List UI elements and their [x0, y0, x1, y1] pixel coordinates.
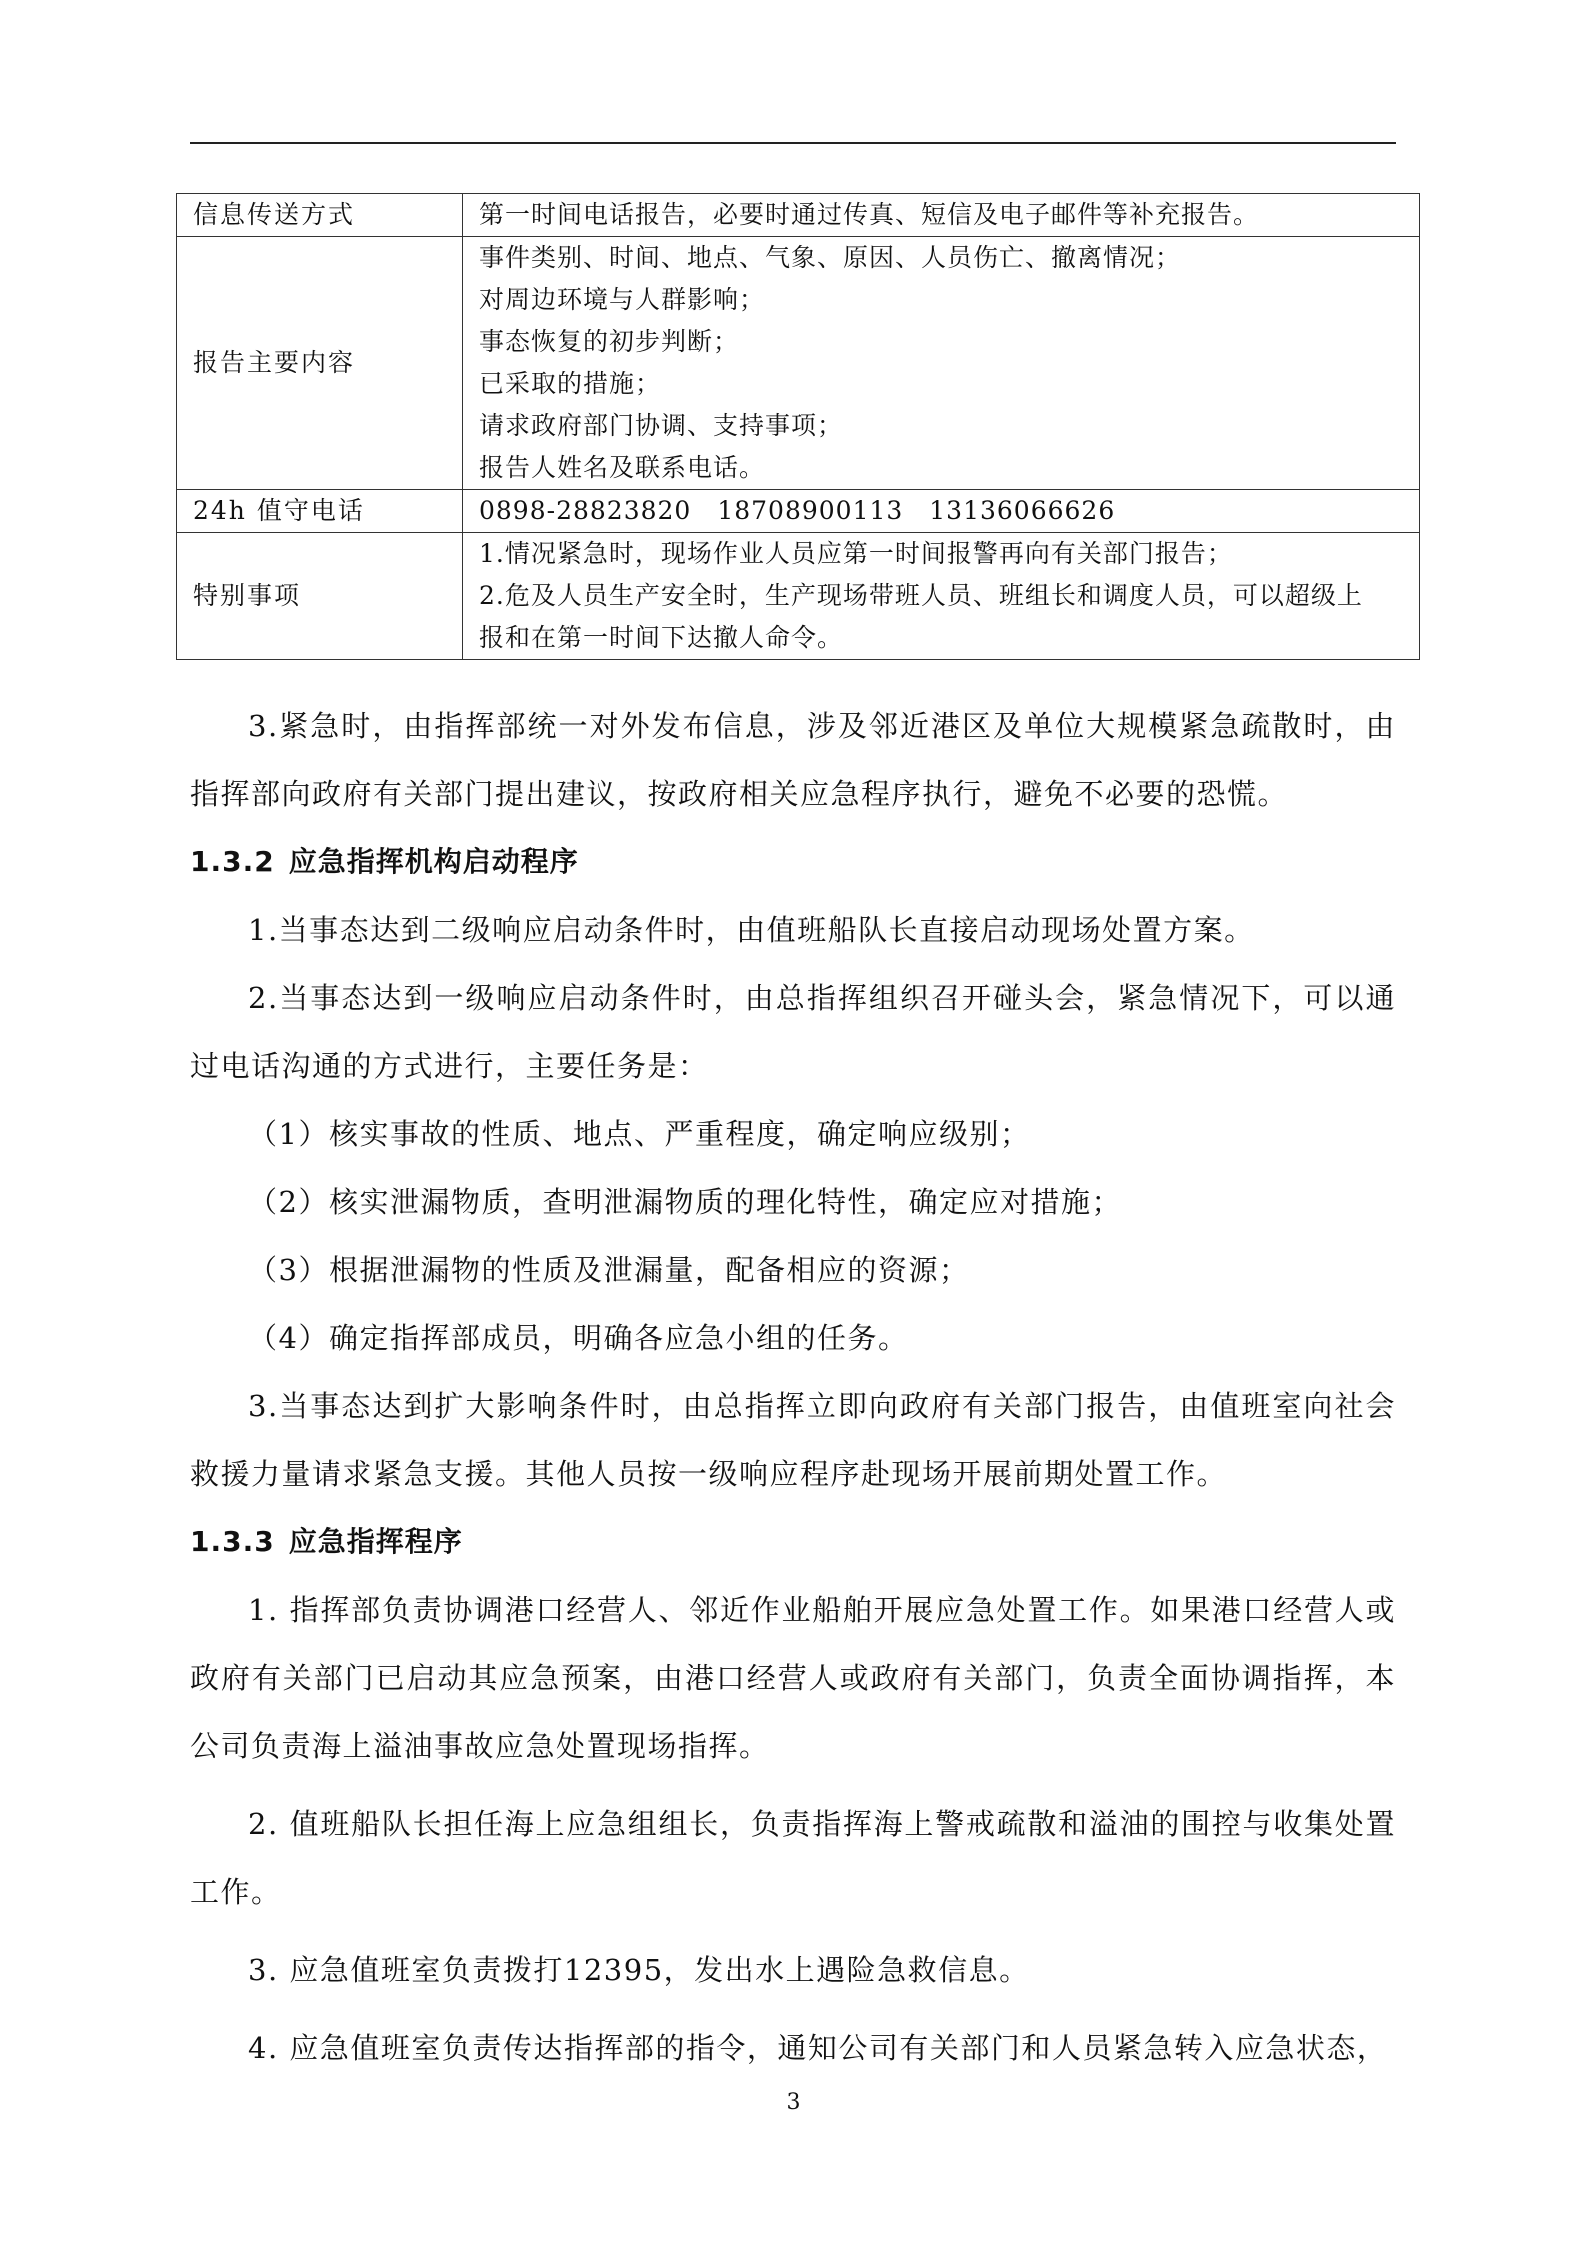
paragraph: 1. 指挥部负责协调港口经营人、邻近作业船舶开展应急处置工作。如果港口经营人或政府有关部门已启动其应急预案，由港口经营人或政府有关部门，负责全面协调指挥，本公司负责海上溢油事故应急处置现场指挥。: [190, 1593, 1396, 1763]
header-rule: [190, 142, 1396, 144]
row-label: 信息传送方式: [177, 194, 463, 237]
paragraph: 2.当事态达到一级响应启动条件时，由总指挥组织召开碰头会，紧急情况下，可以通过电话沟通的方式进行，主要任务是：: [190, 981, 1396, 1083]
table-row: [177, 533, 1420, 660]
list-item: （3）根据泄漏物的性质及泄漏量，配备相应的资源；: [248, 1253, 970, 1287]
paragraph: 3.当事态达到扩大影响条件时，由总指挥立即向政府有关部门报告，由值班室向社会救援力量请求紧急支援。其他人员按一级响应程序赴现场开展前期处置工作。: [190, 1389, 1396, 1491]
value-line: 1.情况紧急时，现场作业人员应第一时间报警再向有关部门报告；: [479, 539, 1233, 568]
row-label: 特别事项: [177, 533, 463, 660]
paragraph: 1.当事态达到二级响应启动条件时，由值班船队长直接启动现场处置方案。: [248, 913, 1255, 947]
section-number: 1.3.2: [190, 845, 275, 878]
value-line: 第一时间电话报告，必要时通过传真、短信及电子邮件等补充报告。: [479, 200, 1260, 229]
value-line: 报告人姓名及联系电话。: [479, 453, 766, 482]
paragraph: 2. 值班船队长担任海上应急组组长，负责指挥海上警戒疏散和溢油的围控与收集处置工作。: [190, 1807, 1396, 1909]
section-title: 应急指挥机构启动程序: [288, 845, 579, 878]
section-title: 应急指挥程序: [288, 1525, 463, 1558]
section-heading-1-3-3: [190, 1508, 1396, 1576]
row-value: [463, 237, 1420, 490]
value-line: 2.危及人员生产安全时，生产现场带班人员、班组长和调度人员，可以超级上: [479, 581, 1363, 610]
list-item: （2）核实泄漏物质，查明泄漏物质的理化特性，确定应对措施；: [248, 1185, 1122, 1219]
value-line: 报和在第一时间下达撤人命令。: [479, 623, 844, 652]
page-number: 3: [786, 2090, 801, 2115]
value-line: 对周边环境与人群影响；: [479, 285, 766, 314]
paragraph: 3.紧急时，由指挥部统一对外发布信息，涉及邻近港区及单位大规模紧急疏散时，由指挥部向政府有关部门提出建议，按政府相关应急程序执行，避免不必要的恐慌。: [190, 709, 1396, 811]
row-label: 报告主要内容: [177, 237, 463, 490]
row-value: [463, 533, 1420, 660]
value-line: 0898-28823820 18708900113 13136066626: [479, 496, 1116, 525]
table-row: [177, 194, 1420, 237]
value-line: 事态恢复的初步判断；: [479, 327, 740, 356]
value-line: 请求政府部门协调、支持事项；: [479, 411, 844, 440]
row-label: 24h 值守电话: [177, 490, 463, 533]
list-item: （1）核实事故的性质、地点、严重程度，确定响应级别；: [248, 1117, 1031, 1151]
table-row: [177, 237, 1420, 490]
report-info-table: [176, 193, 1420, 660]
list-item: （4）确定指挥部成员，明确各应急小组的任务。: [248, 1321, 909, 1355]
paragraph: 4. 应急值班室负责传达指挥部的指令，通知公司有关部门和人员紧急转入应急状态，: [248, 2031, 1388, 2065]
value-line: 已采取的措施；: [479, 369, 662, 398]
value-line: 事件类别、时间、地点、气象、原因、人员伤亡、撤离情况；: [479, 243, 1182, 272]
table-row: [177, 490, 1420, 533]
section-heading-1-3-2: [190, 828, 1396, 896]
row-value: [463, 490, 1420, 533]
paragraph: 3. 应急值班室负责拨打12395，发出水上遇险急救信息。: [248, 1953, 1030, 1987]
row-value: [463, 194, 1420, 237]
document-body: [190, 692, 1396, 2082]
section-number: 1.3.3: [190, 1525, 275, 1558]
